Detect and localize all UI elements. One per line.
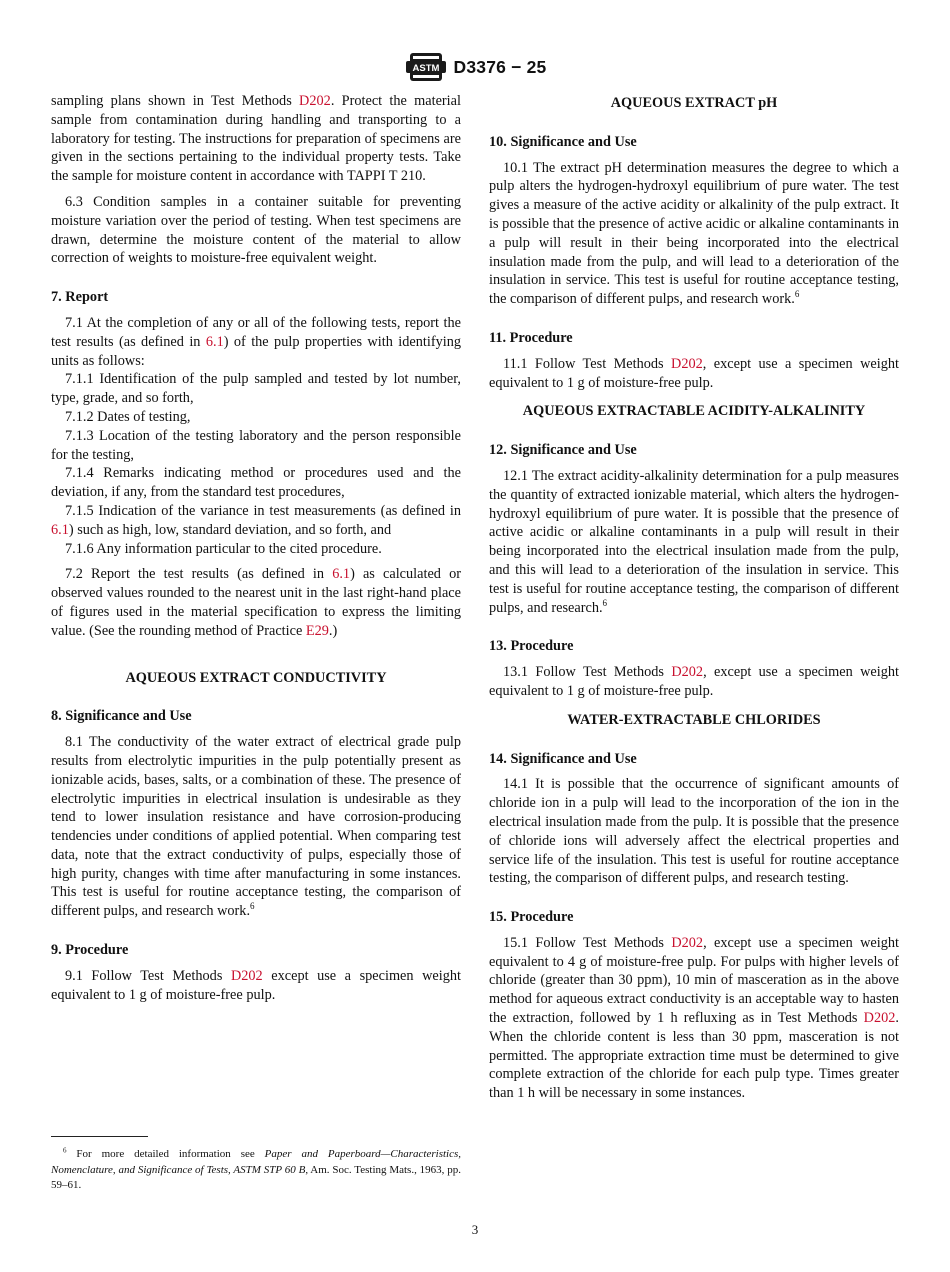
link-d202[interactable]: D202	[863, 1010, 896, 1027]
link-d202[interactable]: D202	[299, 93, 331, 109]
section-title-conductivity: AQUEOUS EXTRACT CONDUCTIVITY	[125, 669, 387, 686]
paragraph-12-1: 12.1 The extract acidity-alkalinity determination for a pulp measures the quantity of extracted ionizable material, which alters the hydrogen-hydroxyl equilibrium of pure water. It is possible that the presence of active acidic or alkaline contaminants in a pulp will result in their being incorporated into the electrical insulation made from the pulp, and this will lead to a deterioration of the insulation in service. This test is useful for routine acceptance testing, the comparison of different pulps, and research.$^6$	[489, 467, 899, 616]
svg-text:ASTM: ASTM	[412, 63, 439, 74]
link-e29[interactable]: E29	[305, 622, 329, 639]
astm-logo-icon	[404, 50, 448, 84]
paragraph-8-1: 8.1 The conductivity of the water extract of electrical grade pulp results from electrolytic impurities in the pulp potentially present as ionizable acids, bases, salts, or a combination of these. The presence of electrolytic impurities in electrical insulation is undesirable as they tend to lower insulation resistance and have corrosion-producing tendencies under conditions of applied potential. When comparing test data, note that the extract conductivity of pulps, especially those of high purity, changes with time after manufacturing in some instances. This test is useful for routine acceptance testing, the comparison of different pulps, and research work.$^6$	[51, 734, 461, 920]
heading-significance-10: 10. Significance and Use	[489, 133, 637, 150]
paragraph-10-1: 10.1 The extract pH determination measures the degree to which a pulp alters the hydrogen-hydroxyl equilibrium of pure water. The test gives a measure of the active acidity or alkalinity of the pulp extract. It is possible that the presence of active acidic or alkaline contaminants in a pulp will result in their being incorporated into the electrical insulation made from the pulp, and will lead to a deterioration of the insulation in service. This test is useful for routine acceptance testing, the comparison of different pulps, and research work.$^6$	[489, 159, 899, 308]
link-d202[interactable]: D202	[230, 967, 263, 984]
footnote-6: $^6$ For more detailed information see Paper and Paperboard—Characteristics, Nomenclature, and Significance of Tests, ASTM STP 60 B, Am. Soc. Testing Mats., 1963, pp. 59–61.	[51, 1146, 462, 1191]
heading-procedure-15: 15. Procedure	[489, 909, 574, 926]
heading-procedure-11: 11. Procedure	[489, 329, 573, 346]
heading-procedure-13: 13. Procedure	[489, 638, 574, 655]
link-6-1[interactable]: 6.1	[51, 521, 69, 538]
footnote-ref: 6	[250, 901, 255, 912]
heading-procedure-9: 9. Procedure	[51, 942, 129, 959]
paragraph-11-1: 11.1 Follow Test Methods D202, except use a specimen weight equivalent to 1 g of moisture-free pulp.	[489, 355, 899, 391]
paragraph-15-1: 15.1 Follow Test Methods D202, except use a specimen weight equivalent to 4 g of moisture-free pulp. For pulps with higher levels of chloride (greater than 30 ppm), 10 min of masceration as in the above method for aqueous extract conductivity is an acceptable way to hasten the extraction, followed by 1 h refluxing as in Test Methods D202. When the chloride content is less than 30 ppm, masceration is not permitted. The appropriate extraction time must be determined to give complete extraction of the chloride for each pulp type. Times greater than 1 h will be necessary in some instances.	[489, 934, 899, 1102]
left-column	[51, 92, 461, 1004]
paragraph-7-2: 7.2 Report the test results (as defined in 6.1) as calculated or observed values rounded to the nearest unit in the last right-hand place of figures used in the material specification to express the limiting value. (See the rounding method of Practice E29.)	[51, 566, 461, 639]
link-d202[interactable]: D202	[671, 664, 704, 681]
link-d202[interactable]: D202	[671, 934, 704, 951]
paragraph-7-1-6: 7.1.6 Any information particular to the cited procedure.	[65, 540, 382, 557]
page-number: 3	[471, 1222, 479, 1237]
link-d202[interactable]: D202	[671, 355, 703, 372]
paragraph-7-1-5: 7.1.5 Indication of the variance in test measurements (as defined in 6.1) such as high, low, standard deviation, and so forth, and	[51, 502, 461, 538]
paragraph-13-1: 13.1 Follow Test Methods D202, except use a specimen weight equivalent to 1 g of moisture-free pulp.	[489, 664, 899, 699]
paragraph-7-1: 7.1 At the completion of any or all of the following tests, report the test results (as defined in 6.1) of the pulp properties with identifying units as follows:	[51, 314, 461, 369]
section-title-acidity: AQUEOUS EXTRACTABLE ACIDITY-ALKALINITY	[522, 403, 866, 420]
footnote-divider	[51, 1136, 148, 1137]
paragraph-7-1-2: 7.1.2 Dates of testing,	[65, 408, 191, 425]
footnote-ref: 6	[602, 597, 608, 608]
paragraph-sampling: sampling plans shown in Test Methods D202. Protect the material sample from contamination during handling and transporting to a laboratory for testing. The instructions for preparation of specimens are given in the sections pertaining to the individual property tests. Take the sample for moisture content in accordance with TAPPI T 210.	[51, 93, 461, 185]
paragraph-7-1-3: 7.1.3 Location of the testing laboratory and the person responsible for the testing,	[51, 427, 461, 463]
section-title-ph: AQUEOUS EXTRACT pH	[610, 95, 778, 111]
link-6-1[interactable]: 6.1	[205, 333, 224, 350]
standard-designation: D3376 − 25	[453, 56, 547, 77]
heading-significance-14: 14. Significance and Use	[489, 750, 637, 767]
link-6-1[interactable]: 6.1	[332, 566, 351, 583]
heading-significance-12: 12. Significance and Use	[489, 442, 637, 459]
section-title-chlorides: WATER-EXTRACTABLE CHLORIDES	[567, 711, 821, 728]
paragraph-9-1: 9.1 Follow Test Methods D202 except use a specimen weight equivalent to 1 g of moisture-free pulp.	[51, 967, 462, 1003]
paragraph-7-1-1: 7.1.1 Identification of the pulp sampled and tested by lot number, type, grade, and so forth,	[51, 371, 461, 407]
heading-report: 7. Report	[51, 289, 109, 306]
paragraph-7-1-4: 7.1.4 Remarks indicating method or procedures used and the deviation, if any, from the standard test procedures,	[51, 465, 461, 501]
paragraph-6-3: 6.3 Condition samples in a container suitable for preventing moisture variation over the period of testing. When test specimens are drawn, determine the moisture content of the material to allow correction of weights to moisture-free equivalent weight.	[51, 193, 461, 267]
paragraph-14-1: 14.1 It is possible that the occurrence of significant amounts of chloride ion in a pulp will lead to the incorporation of the ion in the electrical insulation made from the pulp. It is possible that the presence of chloride ions will adversely affect the electrical properties and service life of the insulation. This test is useful for routine acceptance testing, the comparison of different pulps, and research testing.	[489, 776, 899, 887]
right-column	[489, 92, 899, 1103]
footnote-ref: 6	[794, 289, 800, 300]
page-header	[0, 50, 950, 84]
heading-significance-8: 8. Significance and Use	[51, 708, 192, 725]
